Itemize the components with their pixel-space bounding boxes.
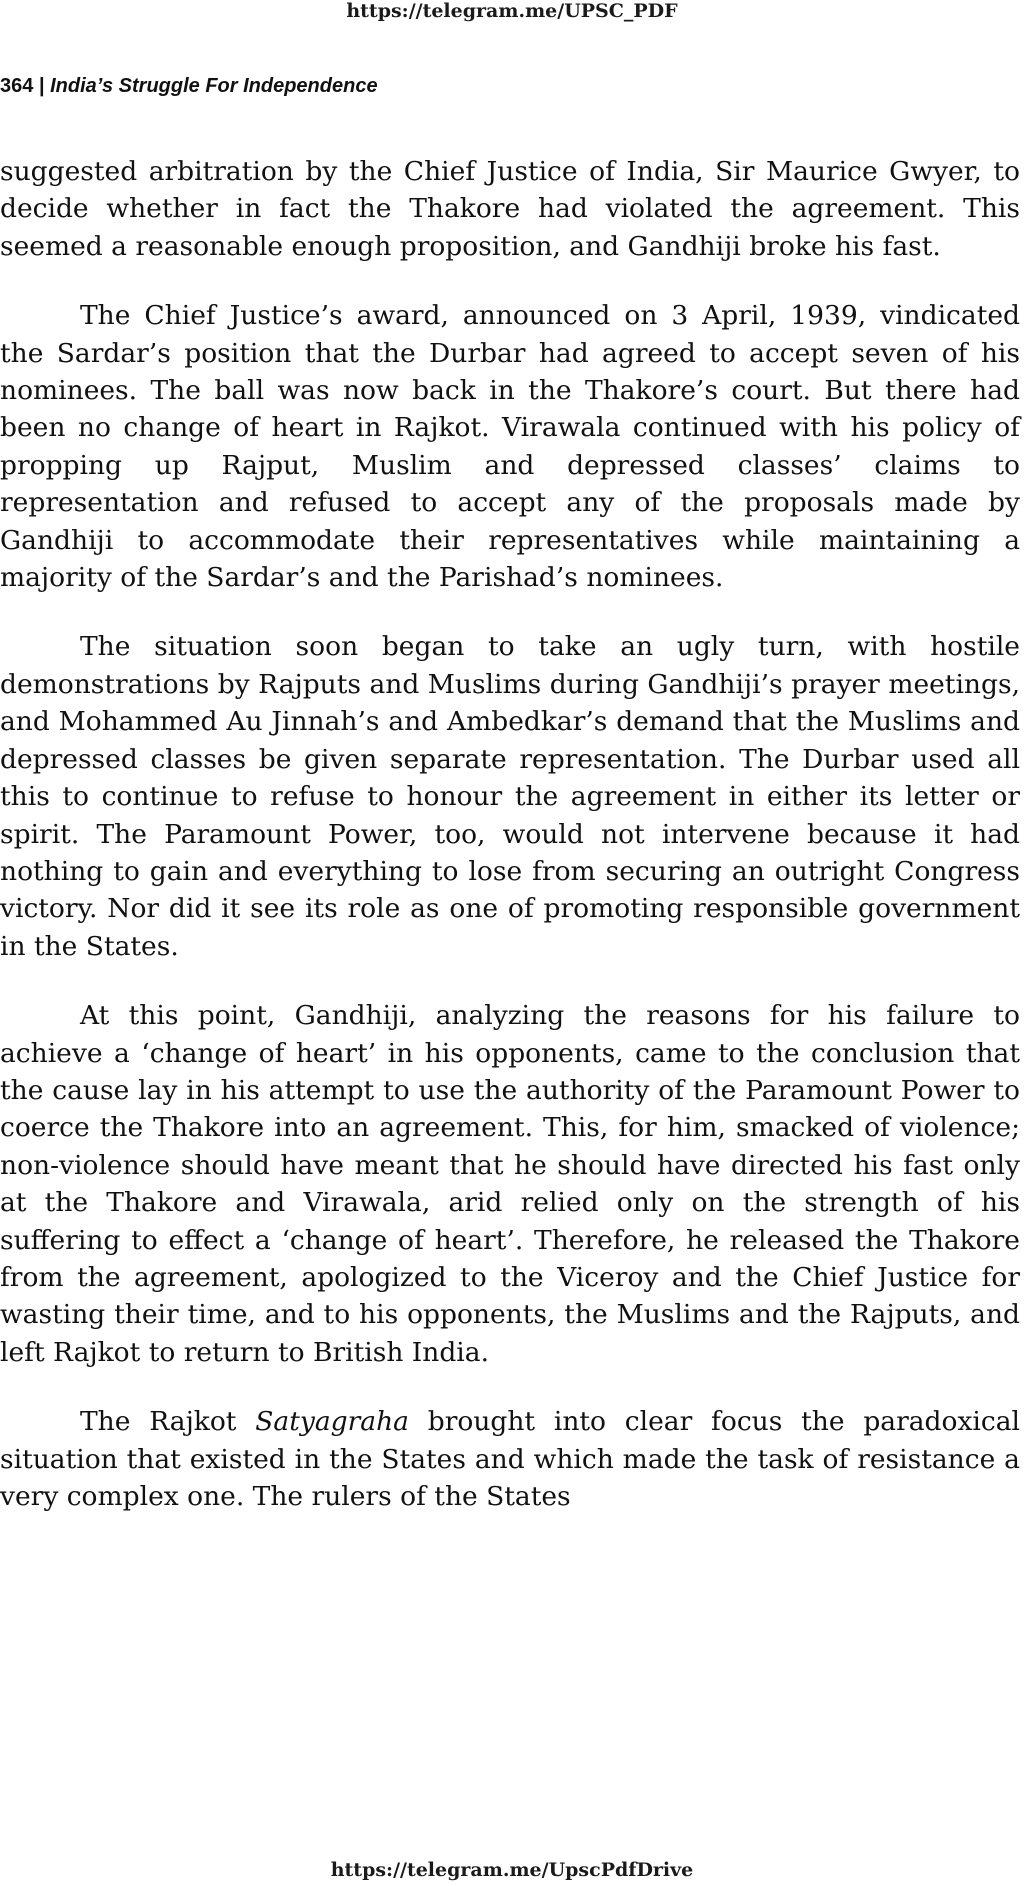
paragraph-text-start: The Rajkot bbox=[80, 1406, 256, 1438]
paragraph-rajkot-satyagraha bbox=[0, 1403, 1020, 1515]
paragraph-situation: The situation soon began to take an ugly turn, with hostile demonstrations by Rajputs and Muslims during Gandhiji’s prayer meetings, and Mohammed Au Jinnah’s and Ambedkar’s demand that the Muslims and depressed classes be given separate representation. The Durbar used all this to continue to refuse to honour the agreement in either its letter or spirit. The Paramount Power, too, would not intervene because it had nothing to gain and everything to lose from securing an outright Congress victory. Nor did it see its role as one of promoting responsible government in the States. bbox=[0, 631, 1020, 962]
paragraph-text-end: brought into clear focus the paradoxical situation that existed in the States and which made the task of resistance a very complex one. The rulers of the States bbox=[0, 1406, 1021, 1512]
header-link[interactable]: https://telegram.me/UPSC_PDF bbox=[346, 0, 678, 22]
paragraph-award: The Chief Justice’s award, announced on 3 April, 1939, vindicated the Sardar’s position that the Durbar had agreed to accept seven of his nominees. The ball was now back in the Thakore’s court. But there had been no change of heart in Rajkot. Virawala continued with his policy of propping up Rajput, Muslim and depressed classes’ claims to representation and refused to accept any of the proposals made by Gandhiji to accommodate their representatives while maintaining a majority of the Sardar’s and the Parishad’s nominees. bbox=[0, 300, 1020, 594]
paragraph-continued: suggested arbitration by the Chief Justice of India, Sir Maurice Gwyer, to decide whether in fact the Thakore had violated the agreement. This seemed a reasonable enough proposition, and Gandhiji broke his fast. bbox=[0, 156, 1020, 262]
footer-link[interactable]: https://telegram.me/UpscPdfDrive bbox=[330, 1859, 694, 1881]
book-title: India’s Struggle For Independence bbox=[50, 75, 378, 97]
running-head bbox=[0, 72, 378, 100]
emphasized-term: Satyagraha bbox=[255, 1406, 409, 1438]
header-separator: | bbox=[38, 75, 45, 97]
page-number: 364 bbox=[0, 75, 34, 97]
page-body bbox=[0, 153, 1020, 1547]
paragraph-gandhiji-conclusion: At this point, Gandhiji, analyzing the reasons for his failure to achieve a ‘change of heart’ in his opponents, came to the conclusion that the cause lay in his attempt to use the authority of the Paramount Power to coerce the Thakore into an agreement. This, for him, smacked of violence; non-violence should have meant that he should have directed his fast only at the Thakore and Virawala, arid relied only on the strength of his suffering to effect a ‘change of heart’. Therefore, he released the Thakore from the agreement, apologized to the Viceroy and the Chief Justice for wasting their time, and to his opponents, the Muslims and the Rajputs, and left Rajkot to return to British India. bbox=[0, 1000, 1020, 1368]
